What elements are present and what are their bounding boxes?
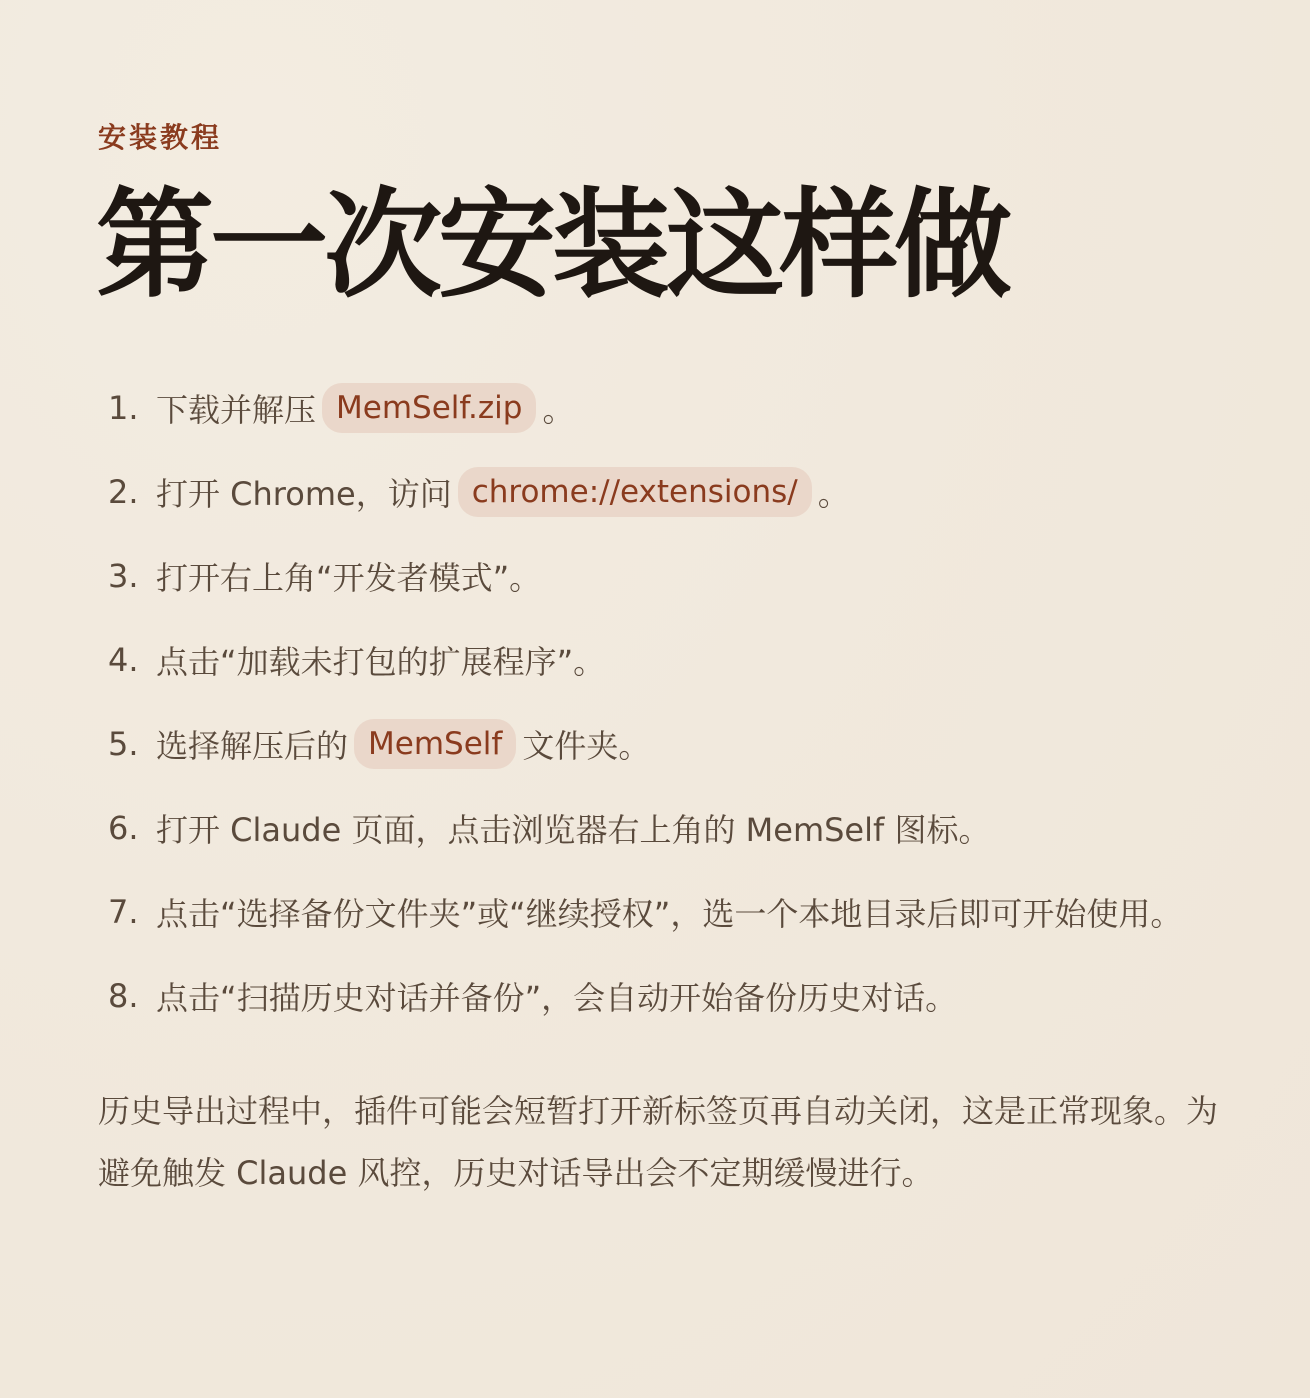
step-item (108, 618, 1182, 702)
step-item (108, 366, 1182, 450)
step-text: 打开 Claude 页面，点击浏览器右上角的 MemSelf 图标。 (156, 811, 991, 849)
step-text: 点击“加载未打包的扩展程序”。 (156, 643, 606, 681)
steps-list (108, 366, 1182, 1038)
step-text: 打开 Chrome，访问 (156, 475, 452, 513)
step-number: 8. (108, 977, 139, 1015)
inline-code: MemSelf (354, 719, 516, 769)
inline-code: chrome://extensions/ (458, 467, 812, 517)
step-number: 1. (108, 389, 139, 427)
page-title: 第一次安装这样做 (96, 175, 1009, 314)
step-item (108, 450, 1182, 534)
step-item (108, 702, 1182, 786)
step-text: 点击“扫描历史对话并备份”，会自动开始备份历史对话。 (156, 979, 958, 1017)
step-text: 选择解压后的 (156, 727, 349, 765)
step-text: 下载并解压 (156, 391, 317, 429)
step-number: 5. (108, 725, 139, 763)
step-number: 4. (108, 641, 139, 679)
step-item (108, 534, 1182, 618)
step-number: 7. (108, 893, 139, 931)
step-number: 2. (108, 473, 139, 511)
step-text-suffix: 文件夹。 (522, 727, 651, 765)
step-number: 3. (108, 557, 139, 595)
step-text: 打开右上角“开发者模式”。 (156, 559, 542, 597)
step-item (108, 954, 1182, 1038)
step-text: 点击“选择备份文件夹”或“继续授权”，选一个本地目录后即可开始使用。 (156, 895, 1183, 933)
section-eyebrow: 安装教程 (98, 121, 223, 154)
step-number: 6. (108, 809, 139, 847)
step-item (108, 786, 1182, 870)
step-text-suffix: 。 (817, 475, 850, 513)
footnote-paragraph: 历史导出过程中，插件可能会短暂打开新标签页再自动关闭，这是正常现象。为避免触发 Claude 风控，历史对话导出会不定期缓慢进行。 (98, 1092, 1219, 1192)
step-text-suffix: 。 (542, 391, 575, 429)
inline-code: MemSelf.zip (322, 383, 536, 433)
step-item (108, 870, 1182, 954)
